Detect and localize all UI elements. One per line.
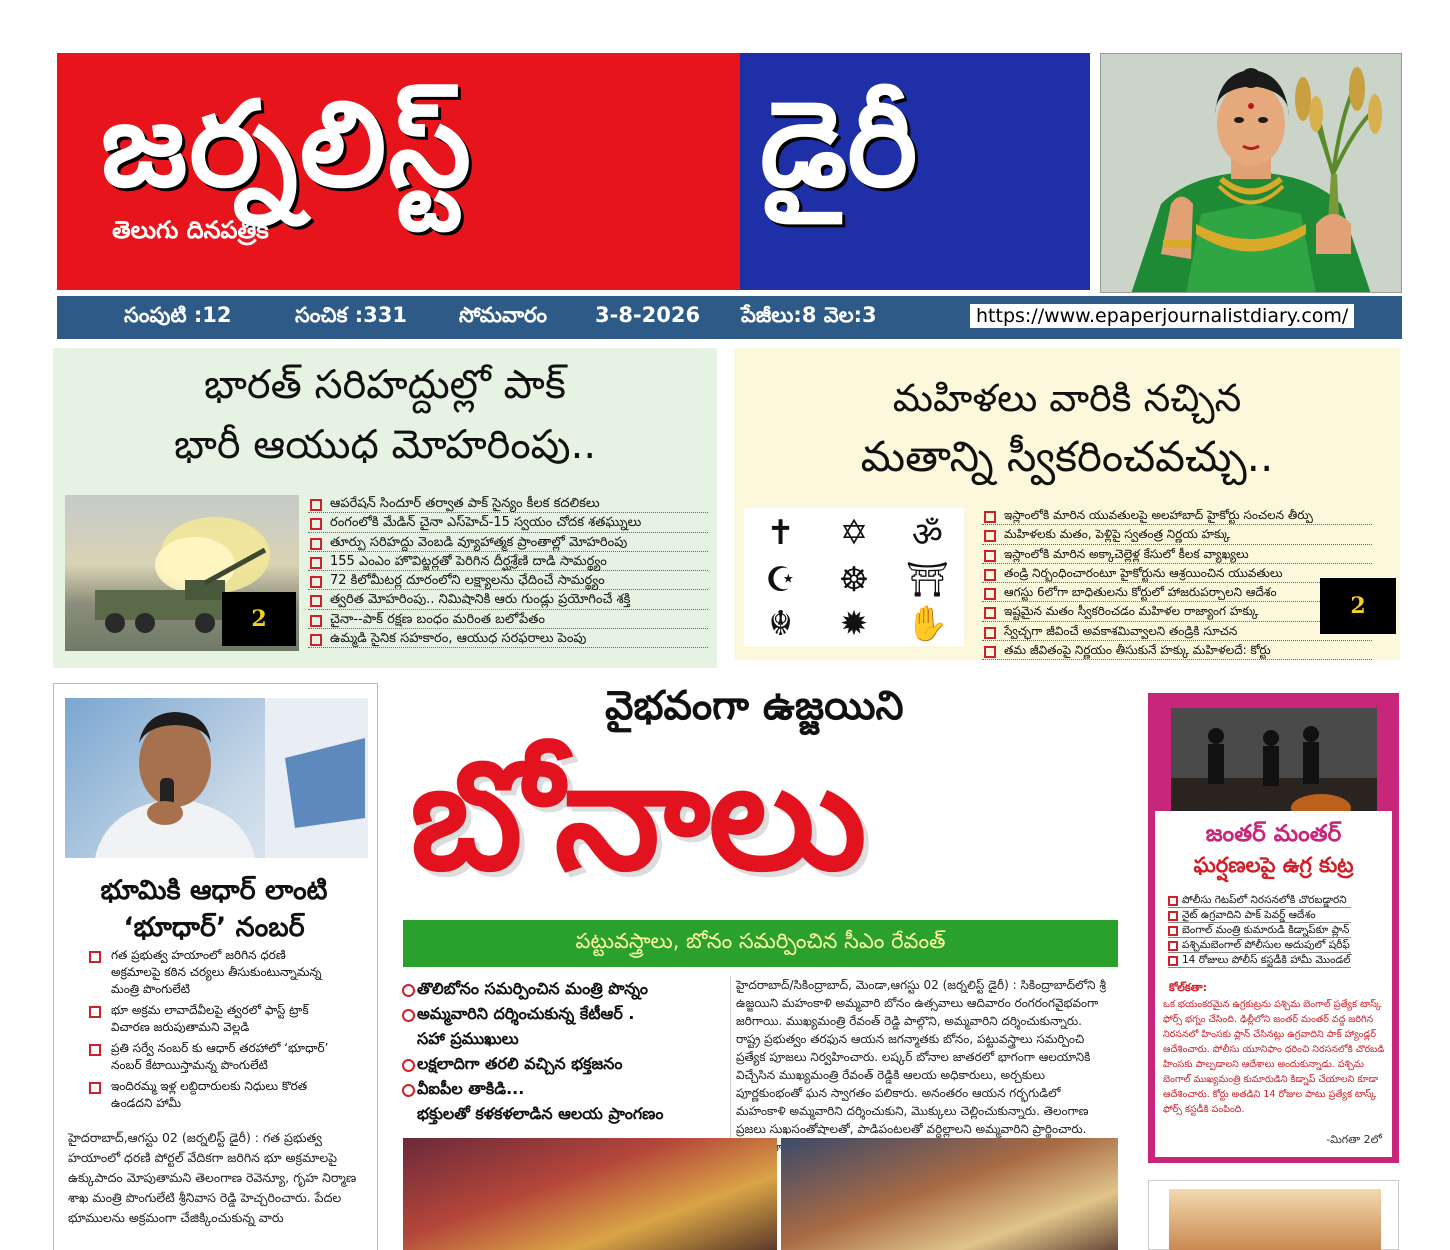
list-item: అమ్మవారిని దర్శించుకున్న కేటీఆర్ . <box>400 1001 664 1026</box>
torii-icon: ⛩ <box>905 560 949 600</box>
list-item: స్వేచ్ఛగా జీవించే అవకాశమివ్వాలని తండ్రికి సూచన <box>982 622 1372 641</box>
jantar-headline-line2: ఘర్షణలపై ఉగ్ర కుట్ర <box>1193 853 1354 877</box>
list-item: భక్తులతో కళకళలాడిన ఆలయ ప్రాంగణం <box>417 1104 664 1123</box>
list-item: ఇస్లాంలోకి మారిన అక్కాచెల్లెళ్ల కేసులో కీలక వ్యాఖ్యలు <box>982 545 1372 564</box>
pages-and-price: పేజీలు:8 వెల:3 <box>741 303 877 327</box>
list-item: పశ్చిమబెంగాల్ పోలీసుల అదుపులో షరీఫ్ <box>1168 938 1351 953</box>
bhudhar-headline-line1: భూమికి ఆధార్ లాంటి <box>100 875 328 906</box>
list-item: భూ అక్రమ లావాదేవీలపై త్వరలో ఫాస్ట్ ట్రాక్ విచారణ జరుపుతామని వెల్లడి <box>89 1002 339 1036</box>
list-item: 72 కిలోమీటర్ల దూరంలోని లక్ష్యాలను ఛేదించే సామర్థ్యం <box>308 571 708 590</box>
religious-symbols-image <box>744 508 964 646</box>
bonalu-headline: బోనాలు <box>410 730 865 904</box>
crescent-icon: ☪ <box>765 560 796 600</box>
jantar-continued: -మిగతా 2లో <box>1326 1133 1382 1146</box>
masthead <box>57 53 1090 290</box>
religion-bullet-list <box>982 506 1372 660</box>
jantar-dateline: కోల్‌కతా: <box>1169 981 1208 994</box>
list-item: ప్రతి సర్వే నంబర్ కు ఆధార్ తరహాలో ‘భూధార్’ నంబర్ కేటాయిస్తామన్న పొంగులేటి <box>89 1040 339 1074</box>
masthead-title-part2: డైరీ <box>760 75 918 213</box>
minister-speaking-photo <box>65 698 368 858</box>
issue-number: సంచిక :331 <box>295 303 407 327</box>
dharma-wheel-icon: ☸ <box>838 560 870 600</box>
list-item: చైనా--పాక్ రక్షణ బంధం మరింత బలోపేతం <box>308 610 708 629</box>
list-item: రంగంలోకి మేడిన్ చైనా ఎస్‌హెచ్-15 స్వయం చోదక శతఘ్నులు <box>308 513 708 532</box>
issue-day: సోమవారం <box>459 303 548 327</box>
bottom-right-story <box>1148 1180 1399 1250</box>
bonalu-kicker: వైభవంగా ఉజ్జయిని <box>605 683 904 729</box>
religion-headline-line1: మహిళలు వారికి నచ్చిన <box>892 376 1242 420</box>
list-item: మహిళలకు మతం, పెళ్లిపై స్వతంత్ర నిర్ణయ హక్కు <box>982 525 1372 544</box>
masthead-blue-panel <box>740 53 1090 290</box>
list-item: ఆగస్టు 6లోగా బాధితులను కోర్టులో హాజరుపర్చాలని ఆదేశం <box>982 583 1372 602</box>
issue-date: 3-8-2026 <box>595 303 701 327</box>
actor-photo <box>1169 1189 1381 1250</box>
pak-headline-line2: భారీ ఆయుధ మోహరింపు.. <box>173 422 597 468</box>
masthead-tagline: తెలుగు దినపత్రిక <box>112 216 269 244</box>
temple-photo <box>403 1138 777 1250</box>
religion-page-ref: 2 <box>1320 578 1396 634</box>
list-item: గత ప్రభుత్వ హయాంలో జరిగిన ధరణి అక్రమాలపై కఠిన చర్యలు తీసుకుంటున్నామన్న మంత్రి పొంగులేటి <box>89 947 339 998</box>
list-item: నైట్ ఉగ్రవాదిని పాక్ పెవర్డ్ ఆదేశం <box>1168 908 1351 923</box>
issue-info-bar <box>57 296 1402 339</box>
jantar-body-text: ఒక భయంకరమైన ఉగ్రకుట్రను పశ్చిమ బెంగాల్ ప్రత్యేక టాస్క్ ఫోర్స్ భగ్నం చేసింది. ఢిల్లీలోని జంతర్ మంతర్ వద్ద జరిగిన నిరసనలో హింసకు ప్లాన్ చేసినట్లు ఉగ్రవాదిని పాక్ హ్యాండ్లర్ ఆదేశించారు. పోలీసు యూనిఫాం ధరించి నిరసనలోకి చొరబడి హింసకు పాల్పడాలని ఆదేశాలు అందుకున్నాడు. పశ్చిమ బెంగాల్ ముఖ్యమంత్రి కుమారుడిని కిడ్నాప్ చేయాలని కూడా ఆదేశించారు. కోర్టు అతడిని 14 రోజుల పాటు ప్రత్యేక టాస్క్ ఫోర్స్ కస్టడీకి పంపింది. <box>1163 999 1385 1115</box>
list-item: వీఐపీల తాకిడి... <box>400 1076 664 1101</box>
masthead-title-part1: జర్నలిస్ట్ <box>101 75 474 213</box>
bonalu-subhead: పట్టువస్త్రాలు, బోనం సమర్పించిన సీఎం రేవంత్ <box>403 920 1118 967</box>
jantar-text-panel <box>1155 811 1392 1157</box>
list-item: తండ్రి నిర్బంధించారంటూ హైకోర్టును ఆశ్రయించిన యువతులు <box>982 564 1372 583</box>
list-item: ఇందిరమ్మ ఇళ్ల లబ్దిదారులకు నిధులు కొరత ఉండదని హామీ <box>89 1078 339 1112</box>
jantar-bullet-list <box>1168 893 1351 968</box>
story-women-religion <box>734 348 1400 660</box>
pak-headline-line1: భారత్ సరిహద్దుల్లో పాక్ <box>204 362 566 408</box>
bahai-star-icon: ✹ <box>839 604 869 644</box>
list-item: 14 రోజులు పోలీస్ కస్టడీకి హామీ మొండల్ <box>1168 953 1351 968</box>
list-item: ఇష్టమైన మతం స్వీకరించడం మహిళల రాజ్యాంగ హక్కు <box>982 602 1372 621</box>
list-item: తూర్పు సరిహద్దు వెంబడి వ్యూహాత్మక ప్రాంతాల్లో మోహరింపు <box>308 533 708 552</box>
list-item: ఉమ్మడి సైనిక సహకారం, ఆయుధ సరఫరాలు పెంపు <box>308 629 708 648</box>
star-of-david-icon: ✡ <box>839 513 869 553</box>
list-item: తొలిబోనం సమర్పించిన మంత్రి పొన్నం <box>400 976 664 1001</box>
jantar-headline-line1: జంతర్ మంతర్ <box>1205 821 1342 847</box>
pak-page-ref: 2 <box>222 592 296 646</box>
bhudhar-headline <box>64 872 364 946</box>
epaper-url-link[interactable]: https://www.epaperjournalistdiary.com/ <box>970 304 1354 328</box>
volume-number: సంపుటి :12 <box>124 303 232 327</box>
list-item: లక్షలాదిగా తరలి వచ్చిన భక్తజనం <box>400 1051 664 1076</box>
khanda-icon: ☬ <box>768 604 793 644</box>
list-item: 155 ఎంఎం హొవిట్జర్లతో పెరిగిన దీర్ఘశ్రేణి దాడి సామర్థ్యం <box>308 552 708 571</box>
list-item: ఆపరేషన్ సిందూర్ తర్వాత పాక్ సైన్యం కీలక కదలికలు <box>308 494 708 513</box>
story-pak-weapons <box>53 348 717 668</box>
bhudhar-body-text: హైదరాబాద్,ఆగస్టు 02 (జర్నలిస్ట్ డైరీ) : గత ప్రభుత్వ హయాంలో ధరణి పోర్టల్ వేదికగా జరిగిన భూ అక్రమాలపై ఉక్కుపాదం మోపుతామని తెలంగాణ రెవెన్యూ, గృహ నిర్మాణ శాఖ మంత్రి పొంగులేటి శ్రీనివాస రెడ్డి హెచ్చరించారు. పేదల భూములను అక్రమంగా చేజిక్కించుకున్న వారు <box>68 1130 357 1225</box>
list-item: పోలీసు గెటప్‌లో నిరసనలోకి చొరబడ్డారని <box>1168 893 1351 908</box>
list-item: తమ జీవితంపై నిర్ణయం తీసుకునే హక్కు మహిళలదే: కోర్టు <box>982 641 1372 660</box>
cross-icon: ✝ <box>766 513 795 553</box>
list-item: ఇస్లాంలోకి మారిన యువతులపై అలహాబాద్ హైకోర్టు సంచలన తీర్పు <box>982 506 1372 525</box>
jain-hand-icon: ✋ <box>906 604 949 644</box>
masthead-red-panel <box>57 53 740 290</box>
om-icon: ॐ <box>911 515 943 555</box>
bonalu-bullet-list <box>400 976 664 1126</box>
list-item: సహా ప్రముఖులు <box>417 1029 519 1048</box>
religion-headline-line2: మతాన్ని స్వీకరించవచ్చు.. <box>860 432 1274 481</box>
pak-bullet-list <box>308 494 708 648</box>
story-jantar-mantar <box>1148 693 1399 1163</box>
bhudhar-headline-line2: ‘భూధార్’ నంబర్ <box>123 912 305 943</box>
militants-silhouette-photo <box>1171 708 1377 823</box>
list-item: బెంగాల్ మంత్రి కుమారుడి కిడ్నాప్‌కూ ప్లాన్ <box>1168 923 1351 938</box>
list-item: త్వరిత మోహరింపు.. నిమిషానికి ఆరు గుండ్లు ప్రయోగించే శక్తి <box>308 590 708 609</box>
procession-photo <box>781 1138 1118 1250</box>
bonalu-body-text: హైదరాబాద్/సికింద్రాబాద్, మెండా,ఆగస్టు 02 (జర్నలిస్ట్ డైరీ) : సికింద్రాబాద్‌లోని శ్రీ ఉజ్జయిని మహంకాళి అమ్మవారి బోనం ఉత్సవాలు ఆదివారం రంగరంగవైభవంగా జరిగాయి. ముఖ్యమంత్రి రేవంత్ రెడ్డి పాల్గొని, అమ్మవారిని దర్శించుకున్నారు. రాష్ట్ర ప్రభుత్వం తరఫున ఆయన జగన్మాతకు బోనం, పట్టువస్త్రాలు సమర్పించి ప్రత్యేక పూజలు నిర్వహించారు. లష్కర్ బోనాల జాతరలో భాగంగా ఆలయానికి విచ్చేసిన ముఖ్యమంత్రి రేవంత్ రెడ్డికి ఆలయ అధికారులు, అర్చకులు పూర్ణకుంభంతో ఘన స్వాగతం పలికారు. అనంతరం ఆయన గర్భగుడిలో మహంకాళి అమ్మవారిని దర్శించుకుని, మొక్కులు చెల్లించుకున్నారు. తెలంగాణ ప్రజలు సుఖసంతోషాలతో, పాడిపంటలతో వర్ధిల్లాలని అమ్మవారిని ప్రార్థించారు. <box>736 978 1106 1136</box>
telangana-talli-illustration <box>1100 53 1402 293</box>
bhudhar-bullet-list <box>89 947 339 1116</box>
